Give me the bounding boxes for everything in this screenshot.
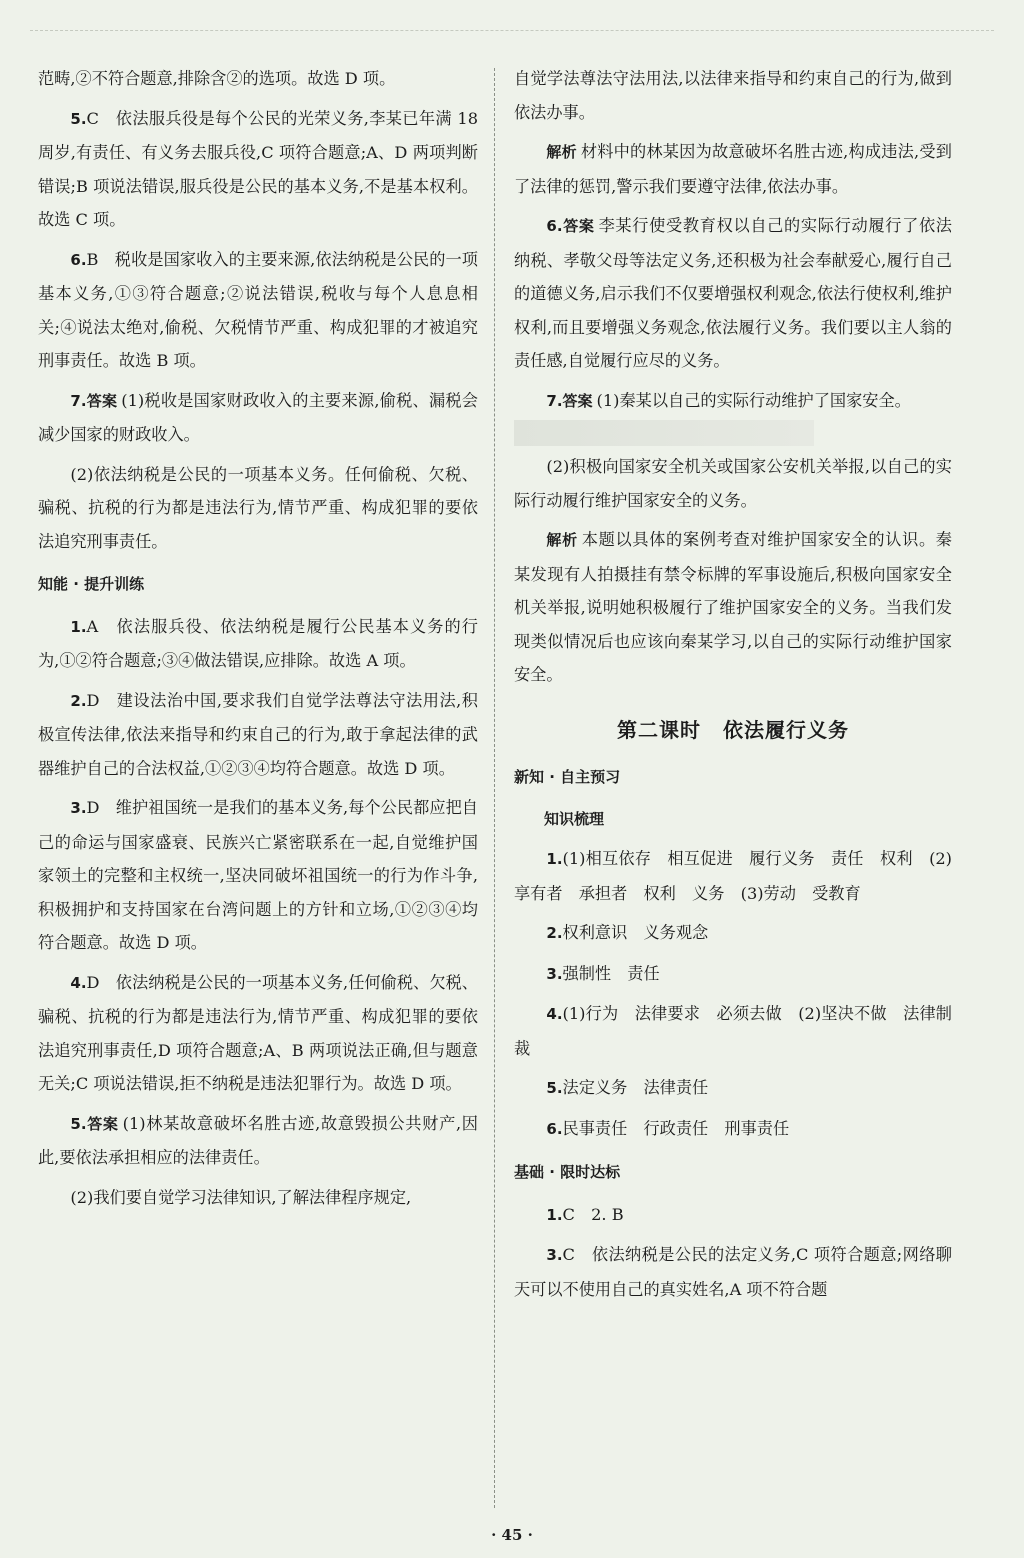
answer-6: 6.B 税收是国家收入的主要来源,依法纳税是公民的一项基本义务,①③符合题意;②说法错误,税收与每个人息息相关;④说法太绝对,偷税、欠税情节严重、构成犯罪的才被追究刑事责任。故选 B 项。 — [38, 249, 478, 370]
section-heading-basic: 基础 · 限时达标 — [514, 1163, 621, 1181]
page-number: · 45 · — [491, 1526, 533, 1544]
redacted-area — [514, 420, 814, 446]
subsection-heading-knowledge: 知识梳理 — [544, 809, 605, 828]
analysis-7: 解析 本题以具体的案例考查对维护国家安全的认识。秦某发现有人拍摄挂有禁令标牌的军事设施后,积极向国家安全机关举报,说明她积极履行了维护国家安全的义务。当我们发现类似情况后也应该向秦某学习,以自己的实际行动维护国家安全。 — [514, 530, 952, 684]
basic-answer-3: 3.C 依法纳税是公民的法定义务,C 项符合题意;网络聊天可以不使用自己的真实姓名,A 项不符合题 — [514, 1245, 952, 1299]
analysis-5: 解析 材料中的林某因为故意破坏名胜古迹,构成违法,受到了法律的惩罚,警示我们要遵守法律,依法办事。 — [514, 142, 952, 196]
knowledge-item-5: 5.法定义务 法律责任 — [546, 1078, 709, 1097]
answer-7-right-part-1: 7.答案 (1)秦某以自己的实际行动维护了国家安全。 — [546, 390, 911, 410]
top-rule — [30, 30, 994, 31]
improve-answer-2: 2.D 建设法治中国,要求我们自觉学法尊法守法用法,积极宣传法律,依法来指导和约束自己的行为,敢于拿起法律的武器维护自己的合法权益,①②③④均符合题意。故选 D 项。 — [38, 690, 478, 778]
section-heading-preview: 新知 · 自主预习 — [514, 768, 621, 786]
answer-7-part-2: (2)依法纳税是公民的一项基本义务。任何偷税、欠税、骗税、抗税的行为都是违法行为,情节严重、构成犯罪的要依法追究刑事责任。 — [38, 464, 478, 551]
answer-7-right-part-2: (2)积极向国家安全机关或国家公安机关举报,以自己的实际行动履行维护国家安全的义务。 — [514, 457, 952, 510]
knowledge-item-3: 3.强制性 责任 — [546, 963, 660, 983]
answer-7-part-1: 7.答案 (1)税收是国家财政收入的主要来源,偷税、漏税会减少国家的财政收入。 — [38, 390, 478, 444]
improve-answer-5-part-1: 5.答案 (1)林某故意破坏名胜古迹,故意毁损公共财产,因此,要依法承担相应的法律责任。 — [38, 1113, 478, 1167]
basic-answers-1-2: 1.C 2. B — [546, 1204, 624, 1224]
improve-answer-5-part-2: (2)我们要自觉学习法律知识,了解法律程序规定, — [70, 1187, 412, 1207]
answer-5: 5.C 依法服兵役是每个公民的光荣义务,李某已年满 18 周岁,有责任、有义务去服兵役,C 项符合题意;A、D 两项判断错误;B 项说法错误,服兵役是公民的基本义务,不是基本权利。故选 C 项。 — [38, 108, 478, 229]
improve-answer-3: 3.D 维护祖国统一是我们的基本义务,每个公民都应把自己的命运与国家盛衰、民族兴亡紧密联系在一起,自觉维护国家领土的完整和主权统一,坚决同破坏祖国统一的行为作斗争,积极拥护和支持国家在台湾问题上的方针和立场,①②③④均符合题意。故选 D 项。 — [38, 798, 478, 952]
improve-answer-4: 4.D 依法纳税是公民的一项基本义务,任何偷税、欠税、骗税、抗税的行为都是违法行为,情节严重、构成犯罪的要依法追究刑事责任,D 项符合题意;A、B 两项说法正确,但与题意无关;C 项说法错误,拒不纳税是违法犯罪行为。故选 D 项。 — [38, 972, 478, 1093]
right-column — [514, 62, 952, 1312]
left-continuation: 范畴,②不符合题意,排除含②的选项。故选 D 项。 — [38, 69, 396, 88]
knowledge-item-2: 2.权利意识 义务观念 — [546, 923, 709, 942]
column-divider — [494, 68, 495, 1508]
improve-answer-1: 1.A 依法服兵役、依法纳税是履行公民基本义务的行为,①②符合题意;③④做法错误,应排除。故选 A 项。 — [38, 616, 478, 670]
answer-6-right: 6.答案 李某行使受教育权以自己的实际行动履行了依法纳税、孝敬父母等法定义务,还积极为社会奉献爱心,履行自己的道德义务,启示我们不仅要增强权利观念,依法行使权利,维护权利,而且要增强义务观念,依法履行义务。我们要以主人翁的责任感,自觉履行应尽的义务。 — [514, 216, 952, 370]
knowledge-item-1: 1.(1)相互依存 相互促进 履行义务 责任 权利 (2)享有者 承担者 权利 义务 (3)劳动 受教育 — [514, 849, 952, 903]
knowledge-item-4: 4.(1)行为 法律要求 必须去做 (2)坚决不做 法律制裁 — [514, 1004, 952, 1058]
lesson-title: 第二课时 依法履行义务 — [617, 717, 849, 742]
section-heading-improve: 知能 · 提升训练 — [38, 575, 145, 593]
knowledge-item-6: 6.民事责任 行政责任 刑事责任 — [546, 1118, 790, 1138]
right-continuation: 自觉学法尊法守法用法,以法律来指导和约束自己的行为,做到依法办事。 — [514, 69, 952, 122]
left-column — [38, 62, 478, 1220]
